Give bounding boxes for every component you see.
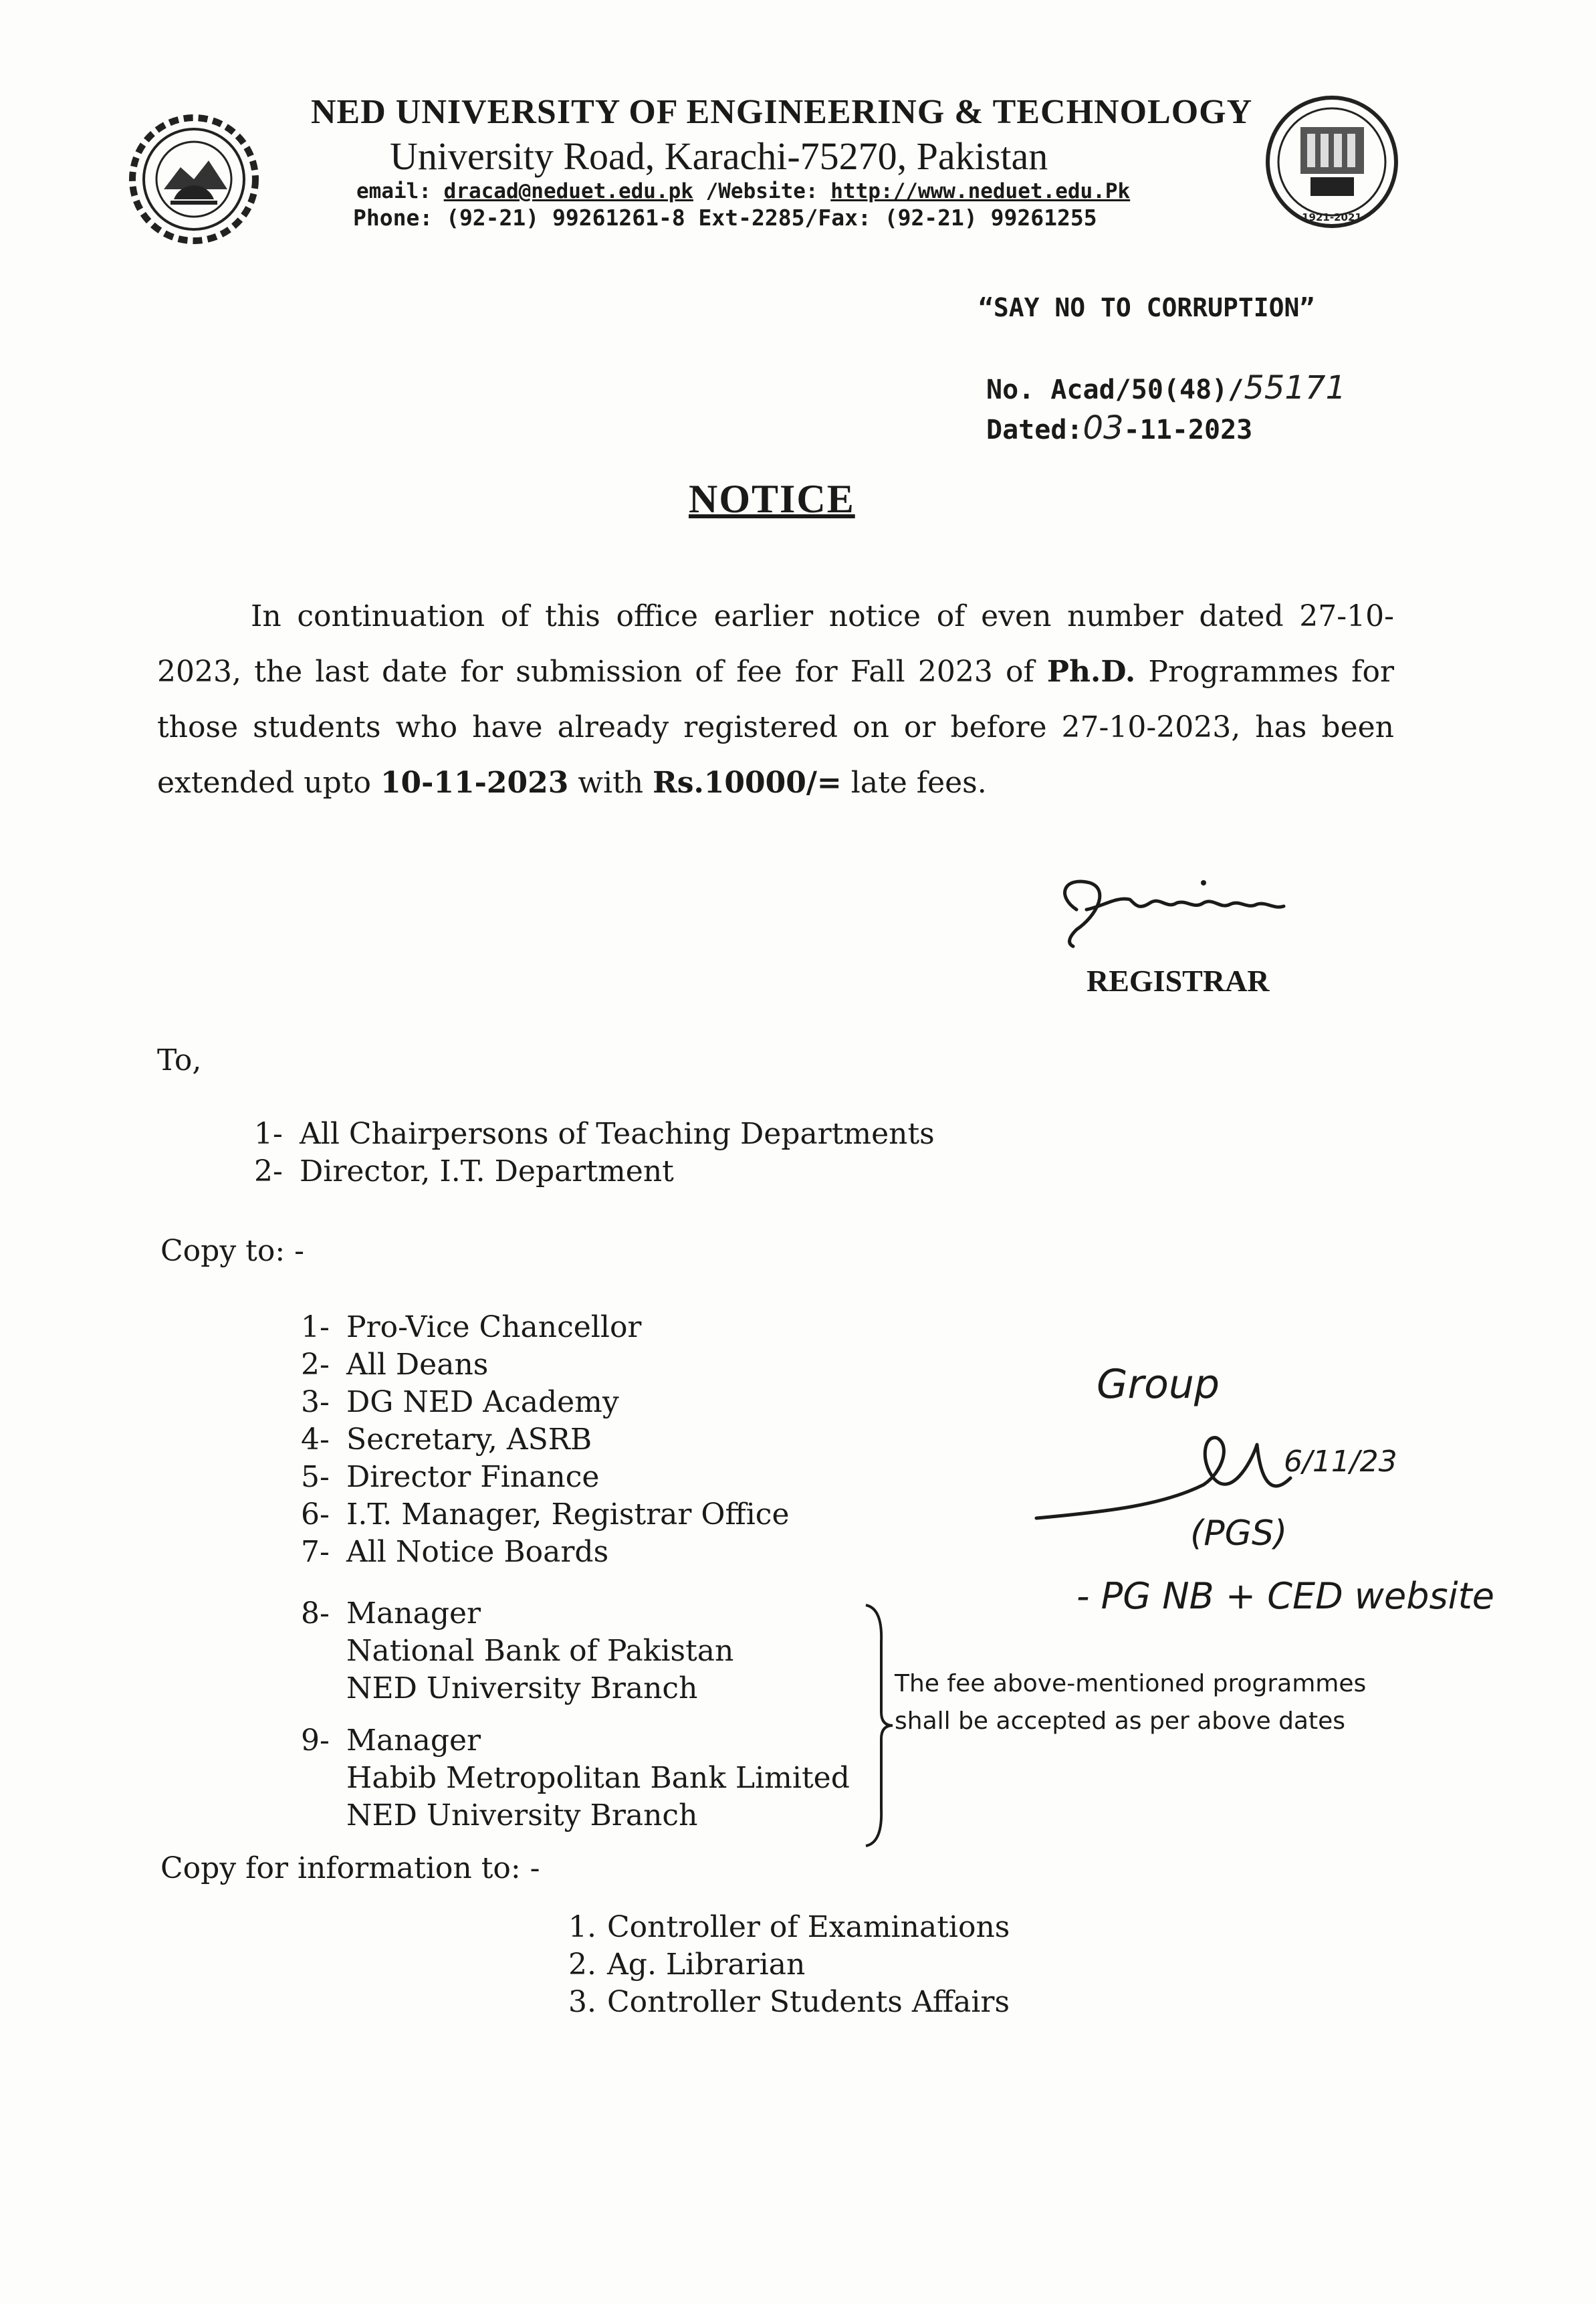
list-item xyxy=(301,1722,850,1835)
ned-university-seal-icon xyxy=(127,112,261,246)
bank-line: NED University Branch xyxy=(346,1798,698,1832)
bank-line: Manager xyxy=(346,1723,481,1758)
list-item xyxy=(301,1384,790,1421)
university-address: University Road, Karachi-75270, Pakistan xyxy=(390,134,1048,178)
bank-note-line: The fee above-mentioned programmes xyxy=(895,1670,1367,1697)
list-item xyxy=(301,1459,790,1496)
list-item xyxy=(301,1346,790,1384)
copy-to-label: Copy to: - xyxy=(160,1234,305,1268)
body-phd: Ph.D. xyxy=(1046,655,1136,689)
list-item-number: 9- xyxy=(301,1723,330,1758)
contact-line xyxy=(356,179,1130,203)
reference-label: No. Acad/50(48)/ xyxy=(986,375,1244,405)
copy-to-list xyxy=(301,1309,790,1571)
list-item-number: 2- xyxy=(301,1348,330,1382)
centenary-100-years-seal-icon xyxy=(1264,94,1401,231)
bank-note xyxy=(895,1665,1366,1740)
list-item xyxy=(301,1595,850,1707)
list-item-number: 3- xyxy=(301,1385,330,1419)
list-item-text: Controller Students Affairs xyxy=(607,1985,1010,2019)
list-item-number: 5- xyxy=(301,1460,330,1494)
email-label: email: xyxy=(356,179,431,203)
list-item-text: I.T. Manager, Registrar Office xyxy=(346,1497,790,1532)
date-line xyxy=(986,409,1252,447)
copy-info-label: Copy for information to: - xyxy=(160,1851,540,1885)
bank-list xyxy=(301,1595,850,1849)
list-item-number: 3. xyxy=(568,1985,596,2019)
email-link[interactable]: dracad@neduet.edu.pk xyxy=(443,179,693,203)
list-item xyxy=(254,1116,935,1153)
bank-line: NED University Branch xyxy=(346,1671,698,1705)
annotation-date: 6/11/23 xyxy=(1284,1445,1397,1479)
list-item-number: 1. xyxy=(568,1910,596,1944)
reference-number xyxy=(986,369,1346,407)
list-item-text: All Chairpersons of Teaching Departments xyxy=(300,1117,935,1151)
to-list xyxy=(254,1116,935,1190)
website-link[interactable]: http://www.neduet.edu.Pk xyxy=(830,179,1131,203)
list-item xyxy=(301,1309,790,1346)
list-item xyxy=(254,1153,935,1190)
date-handwritten-day: 03 xyxy=(1082,409,1124,447)
list-item xyxy=(301,1534,790,1571)
phone-line: Phone: (92-21) 99261261-8 Ext-2285/Fax: (92-21) 99261255 xyxy=(353,205,1097,231)
list-item-number: 7- xyxy=(301,1535,330,1569)
body-late-fee: Rs.10000/= xyxy=(653,766,842,800)
registrar-signature xyxy=(1036,869,1331,950)
centenary-years-label: 1921-2021 xyxy=(1302,211,1362,223)
list-item-text: Director, I.T. Department xyxy=(300,1154,674,1188)
list-item xyxy=(568,1909,1010,1946)
bank-note-line: shall be accepted as per above dates xyxy=(895,1707,1345,1735)
annotation-pgs: (PGS) xyxy=(1190,1513,1288,1554)
list-item-text: Secretary, ASRB xyxy=(346,1423,592,1457)
website-label: /Website: xyxy=(705,179,818,203)
list-item-number: 1- xyxy=(254,1117,283,1151)
list-item-number: 2. xyxy=(568,1948,596,1982)
list-item-text: Controller of Examinations xyxy=(607,1910,1010,1944)
bank-line: Manager xyxy=(346,1596,481,1631)
list-item-text: Ag. Librarian xyxy=(607,1948,806,1982)
date-label: Dated: xyxy=(986,415,1083,445)
copy-info-list xyxy=(568,1909,1010,2021)
list-item-text: Pro-Vice Chancellor xyxy=(346,1310,642,1344)
reference-handwritten-number: 55171 xyxy=(1244,369,1347,407)
university-name: NED UNIVERSITY OF ENGINEERING & TECHNOLOGY xyxy=(311,93,1253,131)
list-item-number: 2- xyxy=(254,1154,283,1188)
list-item-text: All Notice Boards xyxy=(346,1535,609,1569)
list-item-number: 1- xyxy=(301,1310,330,1344)
body-text-2: Programmes for those students who have already registered on or before 27-10-2023, has been extended upto xyxy=(157,655,1394,800)
to-label: To, xyxy=(157,1043,202,1077)
bank-line: National Bank of Pakistan xyxy=(346,1634,734,1668)
body-deadline: 10-11-2023 xyxy=(380,766,569,800)
date-rest: -11-2023 xyxy=(1123,415,1253,445)
annotation-instruction: - PG NB + CED website xyxy=(1076,1575,1495,1617)
list-item-text: Director Finance xyxy=(346,1460,600,1494)
bracket-icon xyxy=(863,1602,896,1849)
list-item xyxy=(301,1496,790,1534)
bank-line: Habib Metropolitan Bank Limited xyxy=(346,1761,850,1795)
list-item-number: 4- xyxy=(301,1423,330,1457)
list-item xyxy=(301,1421,790,1459)
page-title: NOTICE xyxy=(689,477,855,521)
body-text-3: with xyxy=(568,766,653,800)
annotation-group: Group xyxy=(1097,1361,1220,1408)
list-item-number: 6- xyxy=(301,1497,330,1532)
body-text-4: late fees. xyxy=(841,766,987,800)
list-item-number: 8- xyxy=(301,1596,330,1631)
list-item-text: All Deans xyxy=(346,1348,489,1382)
body-text-1: In continuation of this office earlier notice of even number dated 27-10-2023, the last date for submission of fee for Fall 2023 of xyxy=(157,599,1394,689)
list-item xyxy=(568,1946,1010,1984)
list-item xyxy=(568,1984,1010,2021)
list-item-text: DG NED Academy xyxy=(346,1385,619,1419)
registrar-title: REGISTRAR xyxy=(1087,964,1270,998)
handwritten-annotation xyxy=(1030,1344,1431,1585)
notice-body xyxy=(157,589,1394,811)
slogan: “SAY NO TO CORRUPTION” xyxy=(978,293,1315,322)
